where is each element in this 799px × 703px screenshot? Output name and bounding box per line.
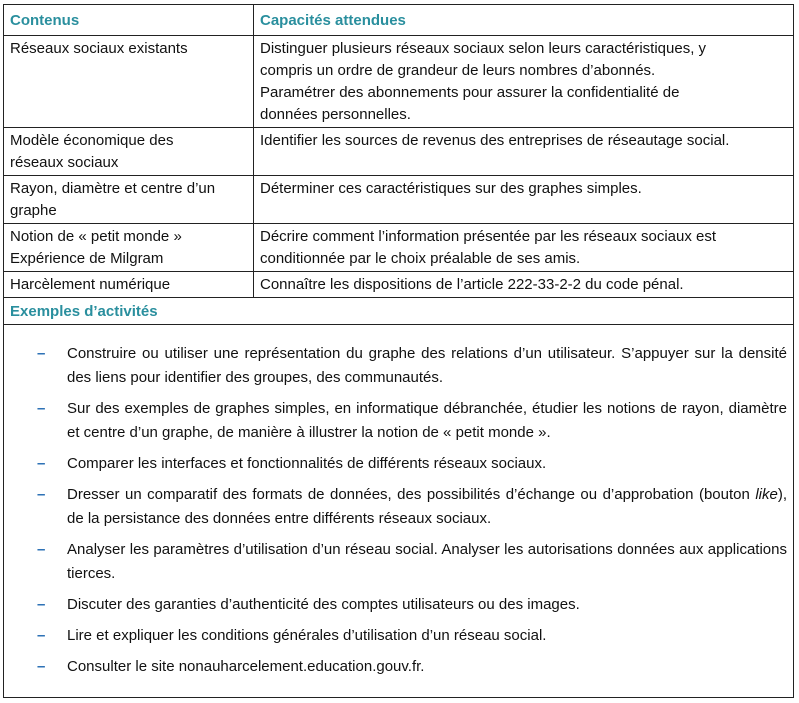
capacite-cell bbox=[254, 176, 794, 224]
list-item-text: Lire et expliquer les conditions générales d’utilisation d’un réseau social. bbox=[67, 627, 547, 644]
list-item bbox=[10, 655, 787, 679]
table-row bbox=[4, 272, 793, 298]
examples-list bbox=[4, 325, 793, 679]
dash-bullet-icon: – bbox=[37, 345, 46, 362]
capacite-line: compris un ordre de grandeur de leurs nombres d’abonnés. bbox=[260, 62, 656, 79]
list-item bbox=[10, 452, 787, 476]
table-row bbox=[4, 176, 793, 224]
list-item bbox=[10, 342, 787, 390]
capacite-line: conditionnée par le choix préalable de ses amis. bbox=[260, 250, 581, 267]
capacite-cell bbox=[254, 128, 794, 176]
contenu-line: Réseaux sociaux existants bbox=[10, 40, 188, 57]
dash-bullet-icon: – bbox=[37, 486, 46, 503]
contenu-cell bbox=[4, 272, 254, 298]
dash-bullet-icon: – bbox=[37, 541, 46, 558]
contenu-cell bbox=[4, 36, 254, 128]
capacite-line: Distinguer plusieurs réseaux sociaux selon leurs caractéristiques, y bbox=[260, 40, 707, 57]
contenu-line: Harcèlement numérique bbox=[10, 276, 171, 293]
contenu-line: Modèle économique des bbox=[10, 132, 174, 149]
contenu-cell bbox=[4, 176, 254, 224]
contenu-line: réseaux sociaux bbox=[10, 154, 119, 171]
table-row bbox=[4, 36, 793, 128]
contenu-line: graphe bbox=[10, 202, 57, 219]
list-item-text: Sur des exemples de graphes simples, en informatique débranchée, étudier les notions de rayon, diamètre et centre d’un graphe, de manière à illustrer la notion de « petit monde ». bbox=[67, 400, 787, 441]
capacite-line: Déterminer ces caractéristiques sur des graphes simples. bbox=[260, 180, 642, 197]
dash-bullet-icon: – bbox=[37, 658, 46, 675]
list-item-text: Dresser un comparatif des formats de données, des possibilités d’échange ou d’approbation (bouton like), de la persistance des données entre différents réseaux sociaux. bbox=[67, 486, 787, 527]
italic-word: like bbox=[755, 486, 778, 503]
examples-title: Exemples d’activités bbox=[4, 298, 793, 325]
capacite-line: Décrire comment l’information présentée par les réseaux sociaux est bbox=[260, 228, 717, 245]
contents-table bbox=[4, 5, 793, 298]
capacite-line: Paramétrer des abonnements pour assurer la confidentialité de bbox=[260, 84, 680, 101]
contenu-cell bbox=[4, 128, 254, 176]
contenu-line: Expérience de Milgram bbox=[10, 250, 164, 267]
table-row bbox=[4, 224, 793, 272]
dash-bullet-icon: – bbox=[37, 455, 46, 472]
contenu-cell bbox=[4, 224, 254, 272]
capacite-cell bbox=[254, 224, 794, 272]
dash-bullet-icon: – bbox=[37, 627, 46, 644]
capacite-line: Identifier les sources de revenus des entreprises de réseautage social. bbox=[260, 132, 730, 149]
table-header-row bbox=[4, 5, 793, 36]
capacite-line: données personnelles. bbox=[260, 106, 411, 123]
list-item bbox=[10, 397, 787, 445]
capacite-line: Connaître les dispositions de l’article 222-33-2-2 du code pénal. bbox=[260, 276, 684, 293]
list-item-text: Analyser les paramètres d’utilisation d’un réseau social. Analyser les autorisations données aux applications tierces. bbox=[67, 541, 787, 582]
list-item-text: Discuter des garanties d’authenticité des comptes utilisateurs ou des images. bbox=[67, 596, 580, 613]
header-capacites: Capacités attendues bbox=[254, 5, 794, 36]
list-item bbox=[10, 624, 787, 648]
list-item bbox=[10, 483, 787, 531]
header-contenus: Contenus bbox=[4, 5, 254, 36]
list-item-text: Consulter le site nonauharcelement.education.gouv.fr. bbox=[67, 658, 425, 675]
list-item bbox=[10, 593, 787, 617]
dash-bullet-icon: – bbox=[37, 596, 46, 613]
dash-bullet-icon: – bbox=[37, 400, 46, 417]
table-row bbox=[4, 128, 793, 176]
curriculum-document bbox=[3, 4, 794, 698]
list-item-text: Comparer les interfaces et fonctionnalités de différents réseaux sociaux. bbox=[67, 455, 547, 472]
contenu-line: Rayon, diamètre et centre d’un bbox=[10, 180, 216, 197]
capacite-cell bbox=[254, 36, 794, 128]
list-item-text: Construire ou utiliser une représentation du graphe des relations d’un utilisateur. S’appuyer sur la densité des liens pour identifier des groupes, des communautés. bbox=[67, 345, 787, 386]
contenu-line: Notion de « petit monde » bbox=[10, 228, 182, 245]
list-item bbox=[10, 538, 787, 586]
capacite-cell bbox=[254, 272, 794, 298]
